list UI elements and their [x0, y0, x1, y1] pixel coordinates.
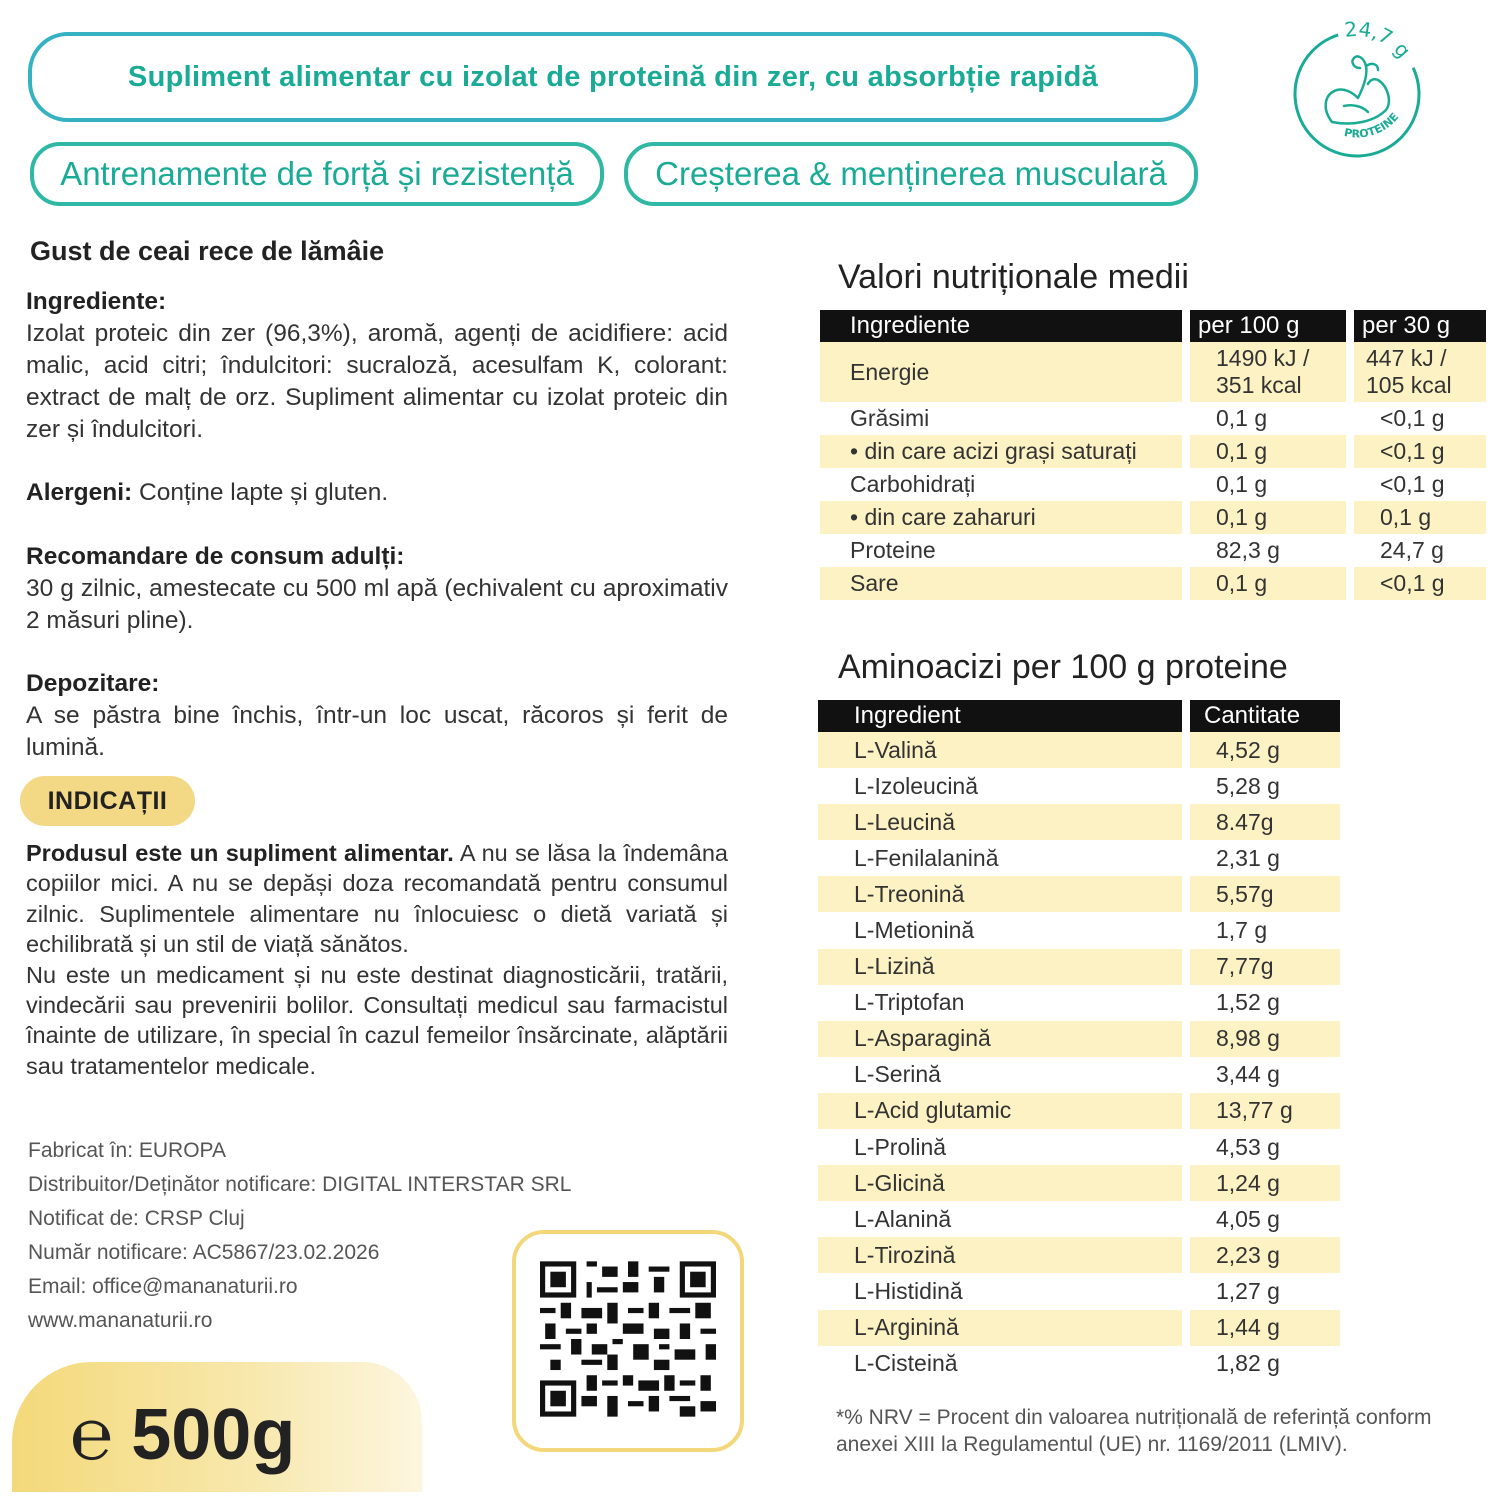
nutrition-header-ingredient: Ingrediente — [820, 310, 1182, 342]
nutrition-row — [820, 402, 1486, 435]
ingredients-text: Izolat proteic din zer (96,3%), aromă, agenți de acidifiere: acid malic, acid citri; îndulcitori: sucraloză, acesulfam K, colorant: extract de malț de orz. Supliment alimentar cu izolat proteic din zer și îndulcitori. — [26, 320, 728, 443]
benefit-pill-muscle-text: Creșterea & menținerea musculară — [655, 155, 1167, 192]
nutrition-row — [820, 567, 1486, 600]
protein-badge — [1282, 14, 1432, 164]
amino-row — [818, 840, 1340, 876]
benefit-pill-strength-text: Antrenamente de forță și rezistență — [60, 155, 574, 192]
amino-cell-quantity: 2,31 g — [1182, 840, 1340, 876]
amino-table-body — [818, 732, 1340, 1382]
amino-row — [818, 949, 1340, 985]
product-description-banner — [28, 32, 1198, 122]
indications-label: INDICAȚII — [47, 786, 168, 815]
indications-bold-text: Produsul este un supliment alimentar. — [26, 840, 454, 866]
amino-row — [818, 1057, 1340, 1093]
amino-cell-quantity: 3,44 g — [1182, 1057, 1340, 1093]
amino-cell-name: L-Treonină — [818, 876, 1182, 912]
amino-row — [818, 1273, 1340, 1309]
amino-row — [818, 985, 1340, 1021]
amino-cell-quantity: 8,98 g — [1182, 1021, 1340, 1057]
amino-cell-name: L-Glicină — [818, 1165, 1182, 1201]
amino-cell-name: L-Lizină — [818, 949, 1182, 985]
email: Email: office@mananaturii.ro — [28, 1275, 298, 1298]
indications-text-2: Nu este un medicament și nu este destinat diagnosticării, tratării, vindecării sau prevenirii bolilor. Consultați medicul sau farmacistul înainte de utilizare, în special în cazul femeilor însărcinate, alăptării sau tratamentelor medicale. — [26, 961, 728, 1079]
nutrition-title: Valori nutriționale medii — [838, 258, 1189, 296]
amino-cell-quantity: 1,7 g — [1182, 912, 1340, 948]
amino-cell-quantity: 5,28 g — [1182, 768, 1340, 804]
amino-cell-quantity: 1,82 g — [1182, 1346, 1340, 1382]
nutrition-cell-name: Carbohidrați — [850, 471, 976, 497]
amino-row — [818, 1021, 1340, 1057]
storage-section — [26, 668, 728, 764]
amino-cell-quantity: 1,27 g — [1182, 1273, 1340, 1309]
amino-row — [818, 768, 1340, 804]
nutrition-cell-per100: 0,1 g — [1182, 468, 1346, 501]
amino-cell-quantity: 13,77 g — [1182, 1093, 1340, 1129]
amino-cell-quantity: 4,52 g — [1182, 732, 1340, 768]
notified-by: Notificat de: CRSP Cluj — [28, 1207, 245, 1230]
nutrition-row — [820, 501, 1486, 534]
amino-cell-name: L-Fenilalanină — [854, 844, 999, 871]
nutrition-cell-name: • din care zaharuri — [820, 501, 1182, 534]
recommendation-text: 30 g zilnic, amestecate cu 500 ml apă (echivalent cu aproximativ 2 măsuri pline). — [26, 575, 728, 634]
amino-row — [818, 1093, 1340, 1129]
amino-row — [818, 1165, 1340, 1201]
nutrition-cell-per30: 0,1 g — [1346, 501, 1486, 534]
indications-section — [26, 838, 728, 1081]
nutrition-row — [820, 468, 1486, 501]
manufacturer-info — [28, 1134, 571, 1338]
amino-title: Aminoacizi per 100 g proteine — [838, 648, 1288, 686]
amino-cell-name: L-Cisteină — [854, 1350, 958, 1377]
distributor: Distribuitor/Deținător notificare: DIGITAL INTERSTAR SRL — [28, 1173, 572, 1196]
qr-code-frame — [512, 1230, 744, 1452]
amino-cell-quantity: 4,53 g — [1182, 1129, 1340, 1165]
protein-amount: 24,7 g — [1343, 16, 1416, 63]
product-description-text: Supliment alimentar cu izolat de proteină din zer, cu absorbție rapidă — [127, 60, 1099, 93]
nutrition-cell-name: Sare — [820, 567, 1182, 600]
amino-cell-quantity: 2,23 g — [1182, 1237, 1340, 1273]
protein-label: PROTEINE — [1343, 110, 1402, 141]
nutrition-header-per30: per 30 g — [1346, 310, 1486, 342]
storage-heading: Depozitare: — [26, 670, 160, 697]
nutrition-cell-name: • din care acizi grași saturați — [820, 435, 1182, 468]
benefit-pill-strength — [30, 142, 604, 206]
amino-row — [818, 876, 1340, 912]
nutrition-cell-name: Proteine — [850, 537, 936, 563]
notification-number: Număr notificare: AC5867/23.02.2026 — [28, 1241, 380, 1264]
amino-row — [818, 804, 1340, 840]
amino-row — [818, 912, 1340, 948]
amino-cell-name: L-Acid glutamic — [818, 1093, 1182, 1129]
amino-cell-name: L-Arginină — [818, 1310, 1182, 1346]
indications-text-1: A nu se lăsa la îndemâna copiilor mici. A nu se depăși doza recomandată pentru consumul zilnic. Suplimentele alimentare nu înlocuiesc o dietă variată și echilibrată și un stil de viață sănătos. — [26, 840, 728, 958]
flexed-arm-icon — [1326, 56, 1389, 123]
amino-row — [818, 1237, 1340, 1273]
allergens-heading: Alergeni: — [26, 479, 133, 506]
amino-cell-name: L-Histidină — [854, 1277, 963, 1304]
nutrition-header-per100: per 100 g — [1182, 310, 1346, 342]
amino-cell-name: L-Prolină — [854, 1133, 947, 1160]
nutrition-row — [820, 534, 1486, 567]
amino-cell-name: L-Alanină — [854, 1205, 952, 1232]
amino-cell-quantity: 5,57g — [1182, 876, 1340, 912]
ingredients-heading: Ingrediente: — [26, 288, 167, 315]
storage-text: A se păstra bine închis, într-un loc uscat, răcoros și ferit de lumină. — [26, 702, 728, 761]
nutrition-header-row — [820, 310, 1486, 342]
amino-cell-name: L-Leucină — [818, 804, 1182, 840]
net-weight — [70, 1394, 295, 1476]
amino-header-quantity: Cantitate — [1182, 700, 1340, 732]
amino-cell-quantity: 4,05 g — [1182, 1201, 1340, 1237]
amino-cell-quantity: 1,24 g — [1182, 1165, 1340, 1201]
amino-row — [818, 732, 1340, 768]
nutrition-row — [820, 342, 1486, 402]
allergens-section — [26, 477, 728, 509]
allergens-text: Conține lapte și gluten. — [132, 479, 389, 506]
estimated-sign-icon: ℮ — [70, 1395, 114, 1475]
amino-cell-name: L-Valină — [818, 732, 1182, 768]
recommendation-section — [26, 541, 728, 637]
benefit-pill-muscle — [624, 142, 1198, 206]
amino-cell-quantity: 1,52 g — [1182, 985, 1340, 1021]
ingredients-section — [26, 286, 728, 446]
nutrition-cell-per30: <0,1 g — [1346, 468, 1486, 501]
amino-row — [818, 1346, 1340, 1382]
made-in: Fabricat în: EUROPA — [28, 1139, 227, 1162]
amino-cell-quantity: 8.47g — [1182, 804, 1340, 840]
nutrition-cell-per30: 447 kJ / 105 kcal — [1346, 342, 1486, 402]
nutrition-cell-per100: 0,1 g — [1182, 435, 1346, 468]
amino-cell-name: L-Serină — [854, 1061, 941, 1088]
amino-cell-name: L-Izoleucină — [854, 772, 979, 799]
flavor-title: Gust de ceai rece de lămâie — [30, 236, 385, 266]
amino-row — [818, 1201, 1340, 1237]
nutrition-cell-per100: 0,1 g — [1182, 501, 1346, 534]
nutrition-cell-per30: <0,1 g — [1346, 435, 1486, 468]
nutrition-cell-name: Grăsimi — [850, 405, 930, 431]
amino-row — [818, 1310, 1340, 1346]
recommendation-heading: Recomandare de consum adulți: — [26, 543, 405, 570]
amino-cell-name: L-Tirozină — [818, 1237, 1182, 1273]
nutrition-cell-per30: <0,1 g — [1346, 402, 1486, 435]
amino-row — [818, 1129, 1340, 1165]
nutrition-cell-name: Energie — [820, 342, 1182, 402]
nutrition-cell-per100: 0,1 g — [1182, 567, 1346, 600]
nutrition-cell-per30: 24,7 g — [1346, 534, 1486, 567]
nutrition-cell-per100: 0,1 g — [1182, 402, 1346, 435]
nrv-footnote: *% NRV = Procent din valoarea nutrițională de referință conform anexei XIII la Regulamentul (UE) nr. 1169/2011 (LMIV). — [836, 1406, 1432, 1456]
nutrition-row — [820, 435, 1486, 468]
qr-code-icon — [540, 1261, 716, 1417]
nutrition-cell-per100: 1490 kJ / 351 kcal — [1182, 342, 1346, 402]
nutrition-cell-per30: <0,1 g — [1346, 567, 1486, 600]
net-weight-value: 500g — [131, 1395, 296, 1475]
indications-badge — [20, 776, 195, 826]
website: www.mananaturii.ro — [28, 1309, 213, 1332]
amino-header-row — [818, 700, 1340, 732]
amino-cell-name: L-Triptofan — [854, 989, 965, 1016]
amino-cell-quantity: 7,77g — [1182, 949, 1340, 985]
nutrition-table — [820, 310, 1486, 600]
amino-header-ingredient: Ingredient — [818, 700, 1182, 732]
nutrition-cell-per100: 82,3 g — [1182, 534, 1346, 567]
amino-cell-quantity: 1,44 g — [1182, 1310, 1340, 1346]
amino-table — [818, 700, 1340, 1382]
amino-cell-name: L-Metionină — [854, 917, 975, 944]
amino-cell-name: L-Asparagină — [818, 1021, 1182, 1057]
